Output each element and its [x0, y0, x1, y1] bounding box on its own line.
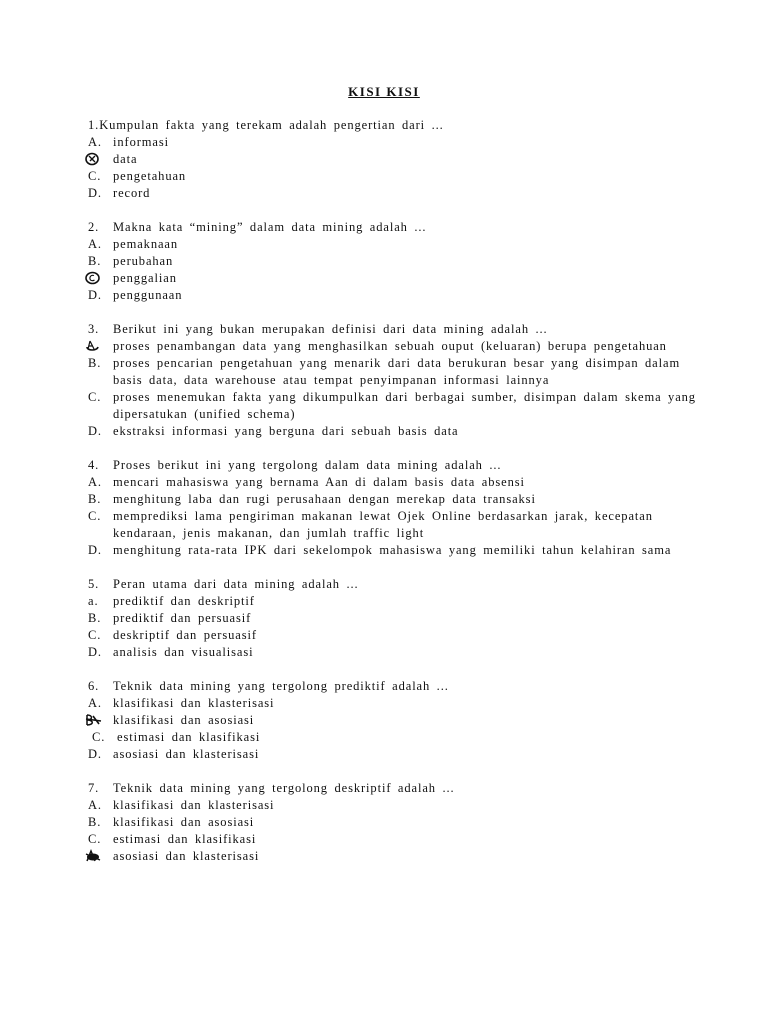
- option-text: data: [113, 152, 138, 166]
- question-number: 3.: [88, 322, 100, 336]
- option-text: ekstraksi informasi yang berguna dari sebuah basis data: [113, 424, 459, 438]
- option-row: [88, 185, 708, 202]
- option-letter: D.: [88, 543, 102, 557]
- option-text: asosiasi dan klasterisasi: [113, 747, 260, 761]
- option-text: memprediksi lama pengiriman makanan lewat Ojek Online berdasarkan jarak, kecepatan kendaraan, jenis makanan, dan jumlah traffic light: [113, 509, 653, 540]
- option-text: estimasi dan klasifikasi: [117, 730, 261, 744]
- option-letter: B.: [88, 356, 102, 370]
- option-row-selected: [88, 151, 708, 168]
- option-text: asosiasi dan klasterisasi: [113, 849, 260, 863]
- option-row-selected: [88, 848, 708, 865]
- option-text: proses penambangan data yang menghasilkan sebuah ouput (keluaran) berupa pengetahuan: [113, 339, 667, 353]
- option-row: [88, 814, 708, 831]
- option-letter: A.: [88, 237, 102, 251]
- option-row: [88, 253, 708, 270]
- circled-answer-mark-icon: [85, 339, 101, 353]
- question-number: 5.: [88, 577, 100, 591]
- option-row: [88, 168, 708, 185]
- option-row: [88, 508, 708, 542]
- question-stem: [88, 321, 708, 338]
- option-letter: A.: [88, 798, 102, 812]
- question-number: 4.: [88, 458, 100, 472]
- option-text: proses menemukan fakta yang dikumpulkan dari berbagai sumber, disimpan dalam skema yang dipersatukan (unified schema): [113, 390, 696, 421]
- option-text: prediktif dan deskriptif: [113, 594, 255, 608]
- option-text: menghitung laba dan rugi perusahaan dengan merekap data transaksi: [113, 492, 536, 506]
- question-stem: [88, 576, 708, 593]
- question-5: [88, 576, 708, 661]
- option-row: [88, 355, 708, 389]
- option-row: [88, 746, 708, 763]
- option-letter: D.: [88, 747, 102, 761]
- option-text: penggalian: [113, 271, 177, 285]
- option-letter: B.: [88, 492, 102, 506]
- option-row-selected: [88, 270, 708, 287]
- option-letter: D.: [88, 288, 102, 302]
- circled-answer-mark-icon: [85, 271, 101, 285]
- option-text: proses pencarian pengetahuan yang menarik dari data berukuran besar yang disimpan dalam basis data, data warehouse atau tempat penyimpanan informasi lainnya: [113, 356, 681, 387]
- option-text: pemaknaan: [113, 237, 179, 251]
- option-letter: C.: [88, 509, 102, 523]
- option-letter: B.: [88, 611, 102, 625]
- question-text: Teknik data mining yang tergolong prediktif adalah ...: [113, 679, 449, 693]
- crossed-answer-mark-icon: [85, 713, 101, 727]
- question-4: [88, 457, 708, 559]
- question-stem: [88, 678, 708, 695]
- option-row: [88, 236, 708, 253]
- option-row: [88, 474, 708, 491]
- question-number: 1.: [88, 118, 100, 132]
- option-letter: A.: [88, 696, 102, 710]
- option-letter: D.: [88, 186, 102, 200]
- question-text: Berikut ini yang bukan merupakan definisi dari data mining adalah ...: [113, 322, 548, 336]
- option-row: [88, 644, 708, 661]
- option-letter: A.: [88, 135, 102, 149]
- question-stem: [88, 117, 708, 134]
- option-text: analisis dan visualisasi: [113, 645, 254, 659]
- question-stem: [88, 457, 708, 474]
- option-letter: D.: [88, 645, 102, 659]
- option-row: [88, 797, 708, 814]
- option-letter: A.: [88, 475, 102, 489]
- question-stem: [88, 219, 708, 236]
- option-row-selected: [88, 712, 708, 729]
- option-text: klasifikasi dan asosiasi: [113, 815, 255, 829]
- question-text: Proses berikut ini yang tergolong dalam data mining adalah ...: [113, 458, 502, 472]
- option-row: [88, 627, 708, 644]
- option-text: pengetahuan: [113, 169, 187, 183]
- question-number: 2.: [88, 220, 100, 234]
- option-letter: C.: [88, 169, 102, 183]
- document-title: KISI KISI: [348, 84, 420, 99]
- question-number: 6.: [88, 679, 100, 693]
- question-text: Teknik data mining yang tergolong deskriptif adalah ...: [113, 781, 455, 795]
- option-text: estimasi dan klasifikasi: [113, 832, 257, 846]
- question-text: Kumpulan fakta yang terekam adalah pengertian dari ...: [99, 118, 444, 132]
- option-text: informasi: [113, 135, 170, 149]
- question-text: Makna kata “mining” dalam data mining adalah ...: [113, 220, 427, 234]
- option-text: record: [113, 186, 151, 200]
- option-text: menghitung rata-rata IPK dari sekelompok mahasiswa yang memiliki tahun kelahiran sama: [113, 543, 672, 557]
- option-letter: C.: [88, 628, 102, 642]
- circled-answer-mark-icon: [85, 152, 101, 166]
- option-row: [88, 610, 708, 627]
- question-text: Peran utama dari data mining adalah ...: [113, 577, 359, 591]
- option-letter: C.: [88, 390, 102, 404]
- option-row: [88, 831, 708, 848]
- option-text: perubahan: [113, 254, 174, 268]
- question-2: [88, 219, 708, 304]
- option-row: [88, 695, 708, 712]
- option-row-selected: [88, 338, 708, 355]
- option-letter: B.: [88, 254, 102, 268]
- option-row: [88, 729, 708, 746]
- option-row: [88, 287, 708, 304]
- question-1: [88, 117, 708, 202]
- option-text: mencari mahasiswa yang bernama Aan di dalam basis data absensi: [113, 475, 525, 489]
- question-number: 7.: [88, 781, 100, 795]
- crossed-answer-mark-icon: [85, 849, 101, 863]
- option-text: klasifikasi dan klasterisasi: [113, 696, 275, 710]
- option-row: [88, 593, 708, 610]
- option-letter: B.: [88, 815, 102, 829]
- option-text: klasifikasi dan klasterisasi: [113, 798, 275, 812]
- question-list: [88, 117, 708, 882]
- option-row: [88, 542, 708, 559]
- option-letter: a.: [88, 594, 99, 608]
- option-text: penggunaan: [113, 288, 183, 302]
- option-text: deskriptif dan persuasif: [113, 628, 257, 642]
- option-text: prediktif dan persuasif: [113, 611, 252, 625]
- question-3: [88, 321, 708, 440]
- option-letter: D.: [88, 424, 102, 438]
- question-6: [88, 678, 708, 763]
- option-letter: C.: [88, 832, 102, 846]
- question-stem: [88, 780, 708, 797]
- option-row: [88, 389, 708, 423]
- option-letter: C.: [92, 730, 106, 744]
- option-text: klasifikasi dan asosiasi: [113, 713, 255, 727]
- option-row: [88, 423, 708, 440]
- option-row: [88, 491, 708, 508]
- option-row: [88, 134, 708, 151]
- question-7: [88, 780, 708, 865]
